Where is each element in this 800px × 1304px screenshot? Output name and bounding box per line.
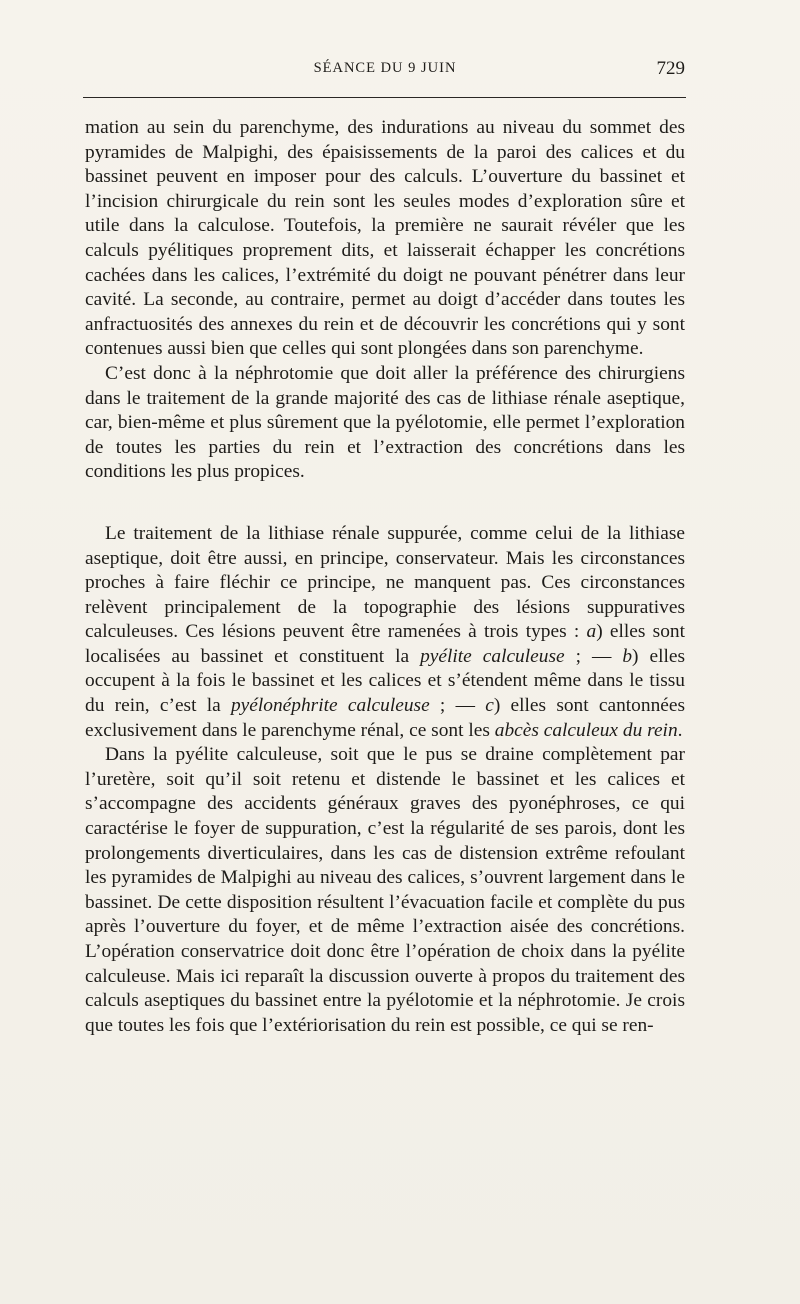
paragraph-3-text-4: ) elles occupent à la fois le bassinet et les calices et s’étendent même dans le tissu du rein, c’est la — [85, 645, 686, 717]
term-abces-calculeux: abcès calculeux du rein — [494, 719, 678, 741]
term-pyelonephrite-calculeuse: pyélonéphrite calculeuse — [230, 695, 430, 717]
section-gap — [85, 485, 685, 522]
paragraph-3-text-5: ; — — [429, 695, 486, 717]
list-marker-c: c — [485, 695, 494, 717]
paragraph-2: C’est donc à la néphrotomie que doit aller la préférence des chirurgiens dans le traitement de la grande majorité des cas de lithiase rénale aseptique, car, bien-même et plus sûrement que la pyélotomie, elle permet l’exploration de toutes les parties du rein et l’extraction des concrétions dans les conditions les plus propices. — [85, 362, 685, 483]
header-rule — [83, 97, 686, 98]
page-number: 729 — [656, 58, 685, 79]
running-title: SÉANCE DU 9 JUIN — [313, 60, 457, 76]
paragraph-3-text-7: . — [677, 719, 683, 741]
paragraph-3-text-2: ) elles sont localisées au bassinet et constituent la — [85, 621, 686, 667]
list-marker-a: a — [586, 621, 597, 643]
list-marker-b: b — [622, 645, 633, 667]
paragraph-3-text-3: ; — — [564, 645, 623, 667]
page-header — [85, 58, 685, 84]
term-pyelite-calculeuse: pyélite calculeuse — [420, 645, 565, 667]
paragraph-4: Dans la pyélite calculeuse, soit que le pus se draine complètement par l’uretère, soit qu’il soit retenu et distende le bassinet et les calices et s’accompagne des accidents généraux graves des pyonéphroses, ce qui caractérise le foyer de suppuration, c’est la régularité de ses parois, dont les prolongements diverticulaires, dans les cas de distension extrême refoulant les pyramides de Malpighi au niveau des calices, s’ouvrent largement dans le bassinet. De cette disposition résultent l’évacuation facile et complète du pus après l’ouverture du foyer, et de même l’extraction aisée des concrétions. L’opération conservatrice doit donc être l’opération de choix dans la pyélite calculeuse. Mais ici reparaît la discussion ouverte à propos du traitement des calculs aseptiques du bassinet entre la pyélotomie et la néphrotomie. Je crois que toutes les fois que l’extériorisation du rein est possible, ce qui se ren- — [85, 744, 685, 1036]
paragraph-1: mation au sein du parenchyme, des indurations au niveau du sommet des pyramides de Malpighi, des épaisissements de la paroi des calices et du bassinet peuvent en imposer pour des calculs. L’ouverture du bassinet et l’incision chirurgicale du rein sont les seules modes d’exploration sûre et utile dans la calculose. Toutefois, la première ne saurait révéler que les calculs pyélitiques proprement dits, et laisserait échapper les concrétions cachées dans les calices, l’extrémité du doigt ne pouvant pénétrer dans leur cavité. La seconde, au contraire, permet au doigt d’accéder dans toutes les anfractuosités des annexes du rein et de découvrir les concrétions qui y sont contenues aussi bien que celles qui sont plongées dans son parenchyme. — [85, 117, 685, 360]
paragraph-3-text-6: ) elles sont cantonnées exclusivement dans le parenchyme rénal, ce sont les — [85, 695, 686, 741]
paragraph-3-text-1: Le traitement de la lithiase rénale suppurée, comme celui de la lithiase aseptique, doit être aussi, en principe, conservateur. Mais les circonstances proches à faire fléchir ce principe, ne manquent pas. Ces circonstances relèvent principalement de la topographie des lésions suppuratives calculeuses. Ces lésions peuvent être ramenées à trois types : — [85, 522, 685, 643]
body-text — [85, 116, 685, 1038]
paragraph-3 — [85, 522, 685, 743]
